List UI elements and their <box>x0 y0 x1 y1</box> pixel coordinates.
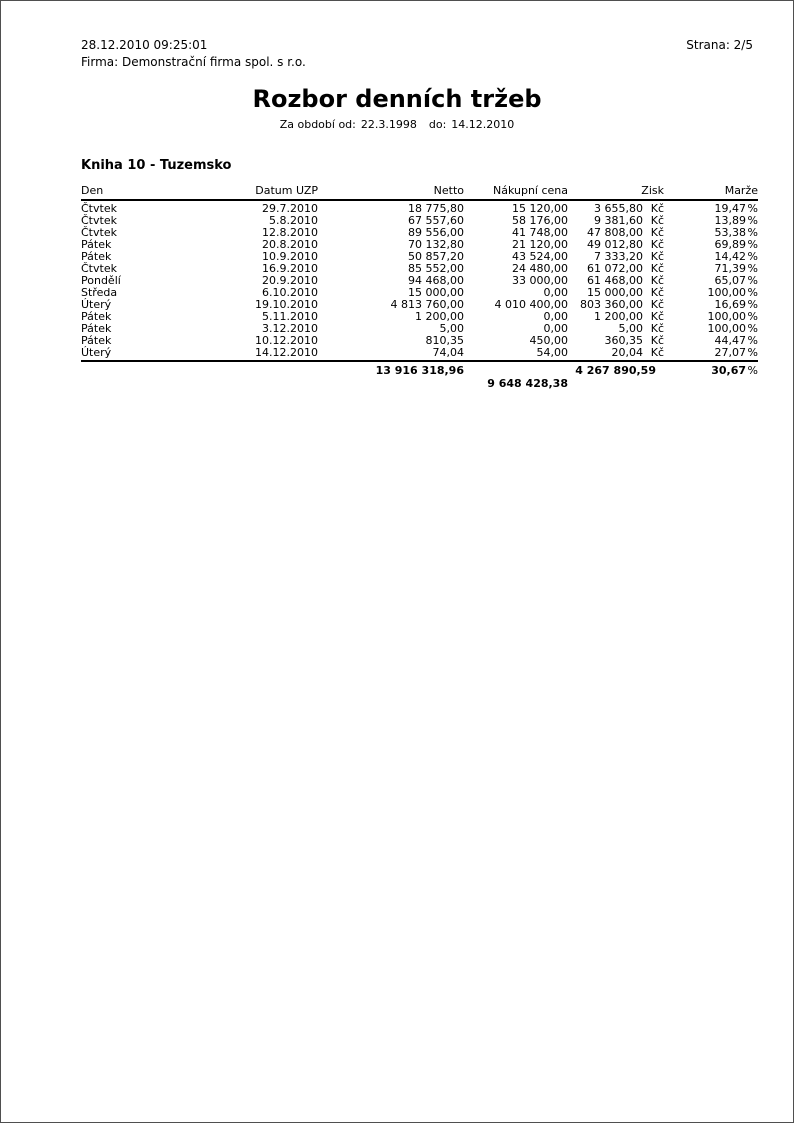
cell-datum-uzp: 16.9.2010 <box>262 262 318 275</box>
currency-suffix: Kč <box>650 262 664 275</box>
cell-den: Středa <box>81 286 118 299</box>
report-header <box>81 37 753 71</box>
cell-den: Čtvtek <box>81 202 117 215</box>
cell-nakupni-cena: 0,00 <box>543 310 568 323</box>
cell-marze: 100,00 % <box>707 322 758 335</box>
cell-marze: 69,89 % <box>714 238 758 251</box>
total-netto: 13 916 318,96 <box>375 364 464 377</box>
report-period <box>1 118 793 131</box>
currency-suffix: Kč <box>650 274 664 287</box>
cell-nakupni-cena: 0,00 <box>543 286 568 299</box>
cell-netto: 89 556,00 <box>408 226 464 239</box>
percent-suffix: % <box>747 364 758 377</box>
column-header-nakupni-cena: Nákupní cena <box>492 184 568 197</box>
table-row <box>81 347 758 359</box>
cell-datum-uzp: 12.8.2010 <box>262 226 318 239</box>
percent-suffix: % <box>747 202 758 215</box>
cell-netto: 1 200,00 <box>415 310 464 323</box>
cell-den: Čtvtek <box>81 262 117 275</box>
percent-suffix: % <box>747 286 758 299</box>
currency-suffix: Kč <box>650 226 664 239</box>
cell-nakupni-cena: 41 748,00 <box>512 226 568 239</box>
cell-zisk: 49 012,80 Kč <box>587 238 664 251</box>
cell-den: Pátek <box>81 250 112 263</box>
cell-marze: 13,89 % <box>714 214 758 227</box>
column-header-datum-uzp: Datum UZP <box>255 184 318 197</box>
column-header-netto: Netto <box>433 184 464 197</box>
cell-zisk: 20,04 Kč <box>611 346 664 359</box>
totals-section <box>81 362 758 390</box>
cell-netto: 5,00 <box>439 322 464 335</box>
cell-zisk: 5,00 Kč <box>618 322 664 335</box>
percent-suffix: % <box>747 346 758 359</box>
cell-netto: 74,04 <box>432 346 464 359</box>
cell-den: Úterý <box>81 298 112 311</box>
totals-row-1 <box>81 364 758 377</box>
total-zisk: 4 267 890,59 <box>575 364 656 377</box>
section-title: Kniha 10 - Tuzemsko <box>81 158 232 173</box>
currency-suffix: Kč <box>650 250 664 263</box>
cell-netto: 4 813 760,00 <box>390 298 464 311</box>
cell-zisk: 803 360,00 Kč <box>580 298 664 311</box>
cell-netto: 50 857,20 <box>408 250 464 263</box>
cell-zisk: 61 468,00 Kč <box>587 274 664 287</box>
cell-den: Úterý <box>81 346 112 359</box>
report-title: Rozbor denních tržeb <box>252 85 542 113</box>
cell-marze: 16,69 % <box>714 298 758 311</box>
cell-marze: 19,47 % <box>714 202 758 215</box>
cell-zisk: 3 655,80 Kč <box>594 202 664 215</box>
sales-table <box>81 184 758 390</box>
report-company: Firma: Demonstrační firma spol. s r.o. <box>81 55 306 69</box>
period-from-value: 22.3.1998 <box>360 118 417 131</box>
percent-suffix: % <box>747 298 758 311</box>
cell-datum-uzp: 10.9.2010 <box>262 250 318 263</box>
cell-zisk: 15 000,00 Kč <box>587 286 664 299</box>
cell-nakupni-cena: 21 120,00 <box>512 238 568 251</box>
cell-den: Pátek <box>81 310 112 323</box>
cell-zisk: 7 333,20 Kč <box>594 250 664 263</box>
column-header-zisk: Zisk <box>641 184 664 197</box>
cell-marze: 44,47 % <box>714 334 758 347</box>
cell-nakupni-cena: 43 524,00 <box>512 250 568 263</box>
column-header-den: Den <box>81 184 104 197</box>
cell-marze: 100,00 % <box>707 310 758 323</box>
cell-netto: 810,35 <box>425 334 464 347</box>
cell-zisk: 47 808,00 Kč <box>587 226 664 239</box>
cell-marze: 100,00 % <box>707 286 758 299</box>
percent-suffix: % <box>747 214 758 227</box>
cell-marze: 71,39 % <box>714 262 758 275</box>
column-header-marze: Marže <box>724 184 758 197</box>
cell-datum-uzp: 10.12.2010 <box>255 334 318 347</box>
cell-netto: 85 552,00 <box>408 262 464 275</box>
percent-suffix: % <box>747 334 758 347</box>
cell-netto: 67 557,60 <box>408 214 464 227</box>
period-to-value: 14.12.2010 <box>451 118 515 131</box>
currency-suffix: Kč <box>650 322 664 335</box>
percent-suffix: % <box>747 226 758 239</box>
cell-datum-uzp: 3.12.2010 <box>262 322 318 335</box>
currency-suffix: Kč <box>650 346 664 359</box>
cell-nakupni-cena: 4 010 400,00 <box>494 298 568 311</box>
cell-netto: 70 132,80 <box>408 238 464 251</box>
cell-marze: 27,07 % <box>714 346 758 359</box>
currency-suffix: Kč <box>650 298 664 311</box>
cell-den: Čtvtek <box>81 226 117 239</box>
cell-zisk: 360,35 Kč <box>604 334 664 347</box>
table-header-row <box>81 184 758 199</box>
percent-suffix: % <box>747 262 758 275</box>
cell-datum-uzp: 20.8.2010 <box>262 238 318 251</box>
percent-suffix: % <box>747 250 758 263</box>
period-to-label: do: <box>428 118 447 131</box>
cell-nakupni-cena: 54,00 <box>536 346 568 359</box>
cell-netto: 18 775,80 <box>408 202 464 215</box>
percent-suffix: % <box>747 238 758 251</box>
percent-suffix: % <box>747 310 758 323</box>
cell-zisk: 61 072,00 Kč <box>587 262 664 275</box>
percent-suffix: % <box>747 274 758 287</box>
cell-nakupni-cena: 24 480,00 <box>512 262 568 275</box>
cell-nakupni-cena: 58 176,00 <box>512 214 568 227</box>
cell-netto: 94 468,00 <box>408 274 464 287</box>
cell-den: Pátek <box>81 238 112 251</box>
percent-suffix: % <box>747 322 758 335</box>
cell-datum-uzp: 20.9.2010 <box>262 274 318 287</box>
cell-datum-uzp: 29.7.2010 <box>262 202 318 215</box>
page-number: Strana: 2/5 <box>686 38 753 52</box>
cell-datum-uzp: 6.10.2010 <box>262 286 318 299</box>
cell-marze: 65,07 % <box>714 274 758 287</box>
total-nakupni-cena: 9 648 428,38 <box>487 377 568 390</box>
cell-datum-uzp: 14.12.2010 <box>255 346 318 359</box>
cell-nakupni-cena: 450,00 <box>529 334 568 347</box>
period-from-label: Za období od: <box>279 118 356 131</box>
cell-nakupni-cena: 15 120,00 <box>512 202 568 215</box>
currency-suffix: Kč <box>650 214 664 227</box>
table-body <box>81 201 758 362</box>
cell-datum-uzp: 19.10.2010 <box>255 298 318 311</box>
cell-nakupni-cena: 33 000,00 <box>512 274 568 287</box>
cell-datum-uzp: 5.8.2010 <box>269 214 318 227</box>
cell-datum-uzp: 5.11.2010 <box>262 310 318 323</box>
currency-suffix: Kč <box>650 202 664 215</box>
cell-nakupni-cena: 0,00 <box>543 322 568 335</box>
cell-den: Pondělí <box>81 274 121 287</box>
cell-netto: 15 000,00 <box>408 286 464 299</box>
cell-marze: 14,42 % <box>714 250 758 263</box>
currency-suffix: Kč <box>650 310 664 323</box>
currency-suffix: Kč <box>650 238 664 251</box>
cell-den: Pátek <box>81 334 112 347</box>
cell-den: Čtvtek <box>81 214 117 227</box>
currency-suffix: Kč <box>650 286 664 299</box>
cell-den: Pátek <box>81 322 112 335</box>
report-header-left <box>81 37 306 71</box>
report-datetime: 28.12.2010 09:25:01 <box>81 38 208 52</box>
table-header <box>81 184 758 201</box>
total-marze: 30,67 % <box>711 364 758 377</box>
cell-zisk: 1 200,00 Kč <box>594 310 664 323</box>
cell-zisk: 9 381,60 Kč <box>594 214 664 227</box>
currency-suffix: Kč <box>650 334 664 347</box>
cell-marze: 53,38 % <box>714 226 758 239</box>
totals-row-2 <box>81 377 758 390</box>
